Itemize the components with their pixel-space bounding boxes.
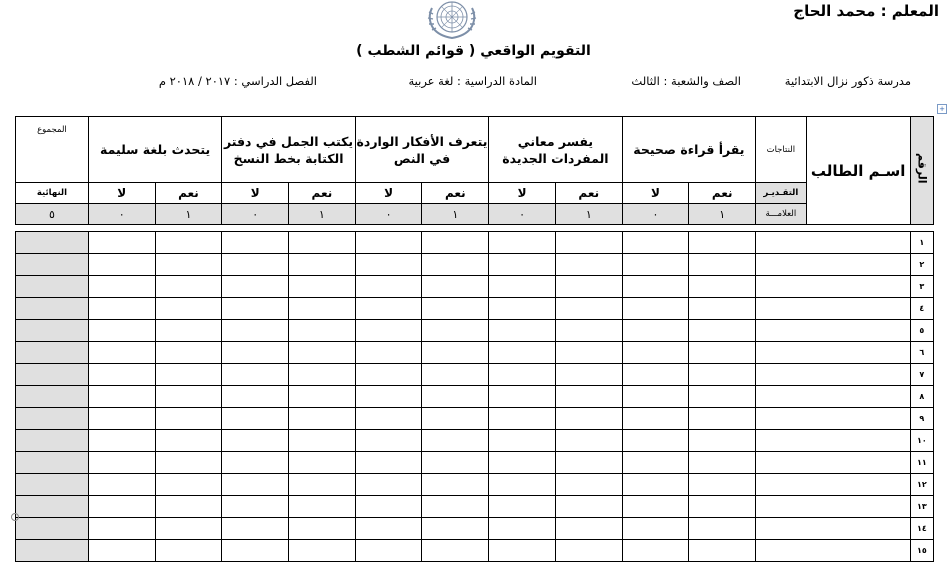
no-cell[interactable]: [622, 430, 689, 452]
total-cell[interactable]: [16, 540, 89, 562]
skill-header: يتحدث بلغة سليمة: [88, 117, 221, 183]
no-cell[interactable]: [489, 342, 556, 364]
total-cell[interactable]: [16, 342, 89, 364]
yes-cell[interactable]: [289, 276, 356, 298]
yes-cell[interactable]: [555, 298, 622, 320]
no-cell[interactable]: [222, 474, 289, 496]
yes-header: نعم: [689, 183, 756, 204]
no-cell[interactable]: [222, 276, 289, 298]
school-term: الفصل الدراسي : ٢٠١٧ / ٢٠١٨ م: [158, 74, 317, 88]
no-cell[interactable]: [489, 232, 556, 254]
no-cell[interactable]: [88, 496, 155, 518]
yes-cell[interactable]: [555, 276, 622, 298]
no-cell[interactable]: [88, 298, 155, 320]
yes-cell[interactable]: [555, 452, 622, 474]
yes-cell[interactable]: [422, 342, 489, 364]
no-cell[interactable]: [622, 408, 689, 430]
no-cell[interactable]: [222, 320, 289, 342]
yes-cell[interactable]: [289, 496, 356, 518]
skill-header: يفسر معاني المفردات الجديدة: [489, 117, 622, 183]
no-cell[interactable]: [355, 342, 422, 364]
no-cell[interactable]: [489, 408, 556, 430]
no-cell[interactable]: [355, 430, 422, 452]
yes-cell[interactable]: [689, 518, 756, 540]
teacher-name: المعلم : محمد الحاج: [793, 2, 939, 20]
no-cell[interactable]: [622, 452, 689, 474]
no-cell[interactable]: [222, 496, 289, 518]
yes-mark: ١: [155, 204, 222, 225]
row-number: ١: [910, 232, 933, 254]
no-cell[interactable]: [355, 540, 422, 562]
no-header: لا: [622, 183, 689, 204]
row-number: ٣: [910, 276, 933, 298]
student-name-cell[interactable]: [756, 254, 911, 276]
no-cell[interactable]: [622, 518, 689, 540]
yes-cell[interactable]: [289, 254, 356, 276]
yes-cell[interactable]: [155, 518, 222, 540]
yes-cell[interactable]: [155, 254, 222, 276]
yes-cell[interactable]: [155, 540, 222, 562]
subject: المادة الدراسية : لغة عربية: [408, 74, 537, 88]
no-cell[interactable]: [88, 232, 155, 254]
no-mark: ٠: [622, 204, 689, 225]
no-cell[interactable]: [222, 430, 289, 452]
resize-handle-icon[interactable]: [11, 513, 19, 521]
student-name-cell[interactable]: [756, 496, 911, 518]
grade-label: التقـديـر: [756, 183, 807, 204]
yes-cell[interactable]: [289, 540, 356, 562]
row-number: ٨: [910, 386, 933, 408]
yes-cell[interactable]: [422, 408, 489, 430]
yes-cell[interactable]: [555, 408, 622, 430]
row-number: ١٤: [910, 518, 933, 540]
no-header: لا: [489, 183, 556, 204]
no-cell[interactable]: [489, 298, 556, 320]
total-cell[interactable]: [16, 518, 89, 540]
student-name-cell[interactable]: [756, 518, 911, 540]
checklist-table: [15, 116, 934, 562]
no-cell[interactable]: [622, 364, 689, 386]
no-cell[interactable]: [489, 430, 556, 452]
no-cell[interactable]: [622, 276, 689, 298]
yes-cell[interactable]: [422, 298, 489, 320]
row-number: ٧: [910, 364, 933, 386]
no-cell[interactable]: [88, 276, 155, 298]
no-cell[interactable]: [622, 254, 689, 276]
yes-cell[interactable]: [689, 540, 756, 562]
no-cell[interactable]: [355, 474, 422, 496]
yes-cell[interactable]: [422, 430, 489, 452]
no-cell[interactable]: [622, 232, 689, 254]
no-cell[interactable]: [88, 474, 155, 496]
student-row: [16, 518, 934, 540]
yes-cell[interactable]: [422, 474, 489, 496]
yes-cell[interactable]: [689, 496, 756, 518]
yes-cell[interactable]: [289, 320, 356, 342]
no-cell[interactable]: [622, 298, 689, 320]
yes-cell[interactable]: [555, 474, 622, 496]
yes-cell[interactable]: [289, 342, 356, 364]
yes-cell[interactable]: [289, 298, 356, 320]
yes-cell[interactable]: [422, 496, 489, 518]
yes-cell[interactable]: [155, 430, 222, 452]
student-row: [16, 232, 934, 254]
student-name-cell[interactable]: [756, 540, 911, 562]
student-name-cell[interactable]: [756, 386, 911, 408]
student-name-cell[interactable]: [756, 408, 911, 430]
student-row: [16, 452, 934, 474]
no-mark: ٠: [88, 204, 155, 225]
yes-cell[interactable]: [689, 254, 756, 276]
yes-cell[interactable]: [155, 386, 222, 408]
total-cell[interactable]: [16, 320, 89, 342]
yes-header: نعم: [422, 183, 489, 204]
no-cell[interactable]: [622, 320, 689, 342]
yes-cell[interactable]: [422, 452, 489, 474]
header-spacer-row: [16, 225, 934, 232]
student-name-cell[interactable]: [756, 364, 911, 386]
total-cell[interactable]: [16, 386, 89, 408]
no-cell[interactable]: [489, 364, 556, 386]
no-mark: ٠: [222, 204, 289, 225]
yes-cell[interactable]: [422, 254, 489, 276]
yes-cell[interactable]: [689, 474, 756, 496]
yes-cell[interactable]: [155, 298, 222, 320]
student-name-cell[interactable]: [756, 474, 911, 496]
no-cell[interactable]: [222, 386, 289, 408]
no-cell[interactable]: [355, 320, 422, 342]
no-cell[interactable]: [88, 364, 155, 386]
yes-cell[interactable]: [289, 386, 356, 408]
no-cell[interactable]: [622, 474, 689, 496]
yes-mark: ١: [689, 204, 756, 225]
no-cell[interactable]: [355, 298, 422, 320]
yes-cell[interactable]: [689, 408, 756, 430]
no-cell[interactable]: [622, 540, 689, 562]
no-cell[interactable]: [355, 276, 422, 298]
no-cell[interactable]: [355, 518, 422, 540]
no-cell[interactable]: [622, 386, 689, 408]
no-cell[interactable]: [355, 452, 422, 474]
yes-mark: ١: [289, 204, 356, 225]
total-header: المجموع: [16, 117, 89, 183]
yes-cell[interactable]: [422, 276, 489, 298]
yes-cell[interactable]: [689, 452, 756, 474]
no-header: لا: [88, 183, 155, 204]
no-cell[interactable]: [489, 540, 556, 562]
yes-cell[interactable]: [689, 320, 756, 342]
student-name-header: اسـم الطالب: [806, 117, 910, 225]
no-cell[interactable]: [489, 496, 556, 518]
no-cell[interactable]: [489, 474, 556, 496]
student-row: [16, 276, 934, 298]
row-number: ١٢: [910, 474, 933, 496]
row-number: ١٣: [910, 496, 933, 518]
school-name: مدرسة ذكور نزال الابتدائية: [784, 74, 911, 88]
yes-header: نعم: [289, 183, 356, 204]
yes-cell[interactable]: [689, 276, 756, 298]
no-cell[interactable]: [355, 232, 422, 254]
row-number: ٥: [910, 320, 933, 342]
yes-cell[interactable]: [155, 408, 222, 430]
row-number: ٤: [910, 298, 933, 320]
yes-cell[interactable]: [555, 320, 622, 342]
no-cell[interactable]: [222, 298, 289, 320]
yes-cell[interactable]: [555, 540, 622, 562]
yes-cell[interactable]: [155, 232, 222, 254]
yes-cell[interactable]: [689, 342, 756, 364]
student-row: [16, 342, 934, 364]
no-mark: ٠: [489, 204, 556, 225]
no-cell[interactable]: [622, 496, 689, 518]
yes-cell[interactable]: [289, 408, 356, 430]
no-cell[interactable]: [355, 496, 422, 518]
yes-cell[interactable]: [422, 540, 489, 562]
no-mark: ٠: [355, 204, 422, 225]
student-name-cell[interactable]: [756, 320, 911, 342]
no-cell[interactable]: [222, 232, 289, 254]
yes-cell[interactable]: [289, 430, 356, 452]
outcomes-label: النتاجات: [756, 117, 807, 183]
yes-cell[interactable]: [155, 276, 222, 298]
no-cell[interactable]: [355, 386, 422, 408]
yes-cell[interactable]: [689, 386, 756, 408]
total-cell[interactable]: [16, 364, 89, 386]
total-cell[interactable]: [16, 232, 89, 254]
yes-cell[interactable]: [689, 298, 756, 320]
student-name-cell[interactable]: [756, 276, 911, 298]
student-row: [16, 386, 934, 408]
skill-header: يتعرف الأفكار الواردة في النص: [355, 117, 488, 183]
no-cell[interactable]: [355, 364, 422, 386]
no-cell[interactable]: [222, 518, 289, 540]
class-section: الصف والشعبة : الثالث: [631, 74, 741, 88]
student-row: [16, 474, 934, 496]
yes-cell[interactable]: [555, 232, 622, 254]
yes-cell[interactable]: [422, 518, 489, 540]
yes-cell[interactable]: [555, 496, 622, 518]
yes-cell[interactable]: [289, 518, 356, 540]
no-cell[interactable]: [88, 320, 155, 342]
yes-cell[interactable]: [689, 430, 756, 452]
yes-cell[interactable]: [289, 474, 356, 496]
row-number: ١٠: [910, 430, 933, 452]
yes-cell[interactable]: [422, 232, 489, 254]
mark-label: العلامـــة: [756, 204, 807, 225]
row-number: ١٥: [910, 540, 933, 562]
yes-cell[interactable]: [422, 320, 489, 342]
yes-cell[interactable]: [555, 364, 622, 386]
no-cell[interactable]: [88, 540, 155, 562]
total-cell[interactable]: [16, 496, 89, 518]
yes-cell[interactable]: [155, 452, 222, 474]
total-cell[interactable]: [16, 430, 89, 452]
no-cell[interactable]: [88, 386, 155, 408]
no-cell[interactable]: [489, 518, 556, 540]
no-cell[interactable]: [622, 342, 689, 364]
no-cell[interactable]: [489, 254, 556, 276]
yes-cell[interactable]: [689, 232, 756, 254]
student-name-cell[interactable]: [756, 430, 911, 452]
seq-header-label: الرقم: [915, 153, 929, 184]
student-row: [16, 430, 934, 452]
row-number: ٢: [910, 254, 933, 276]
no-cell[interactable]: [88, 452, 155, 474]
no-cell[interactable]: [222, 452, 289, 474]
yes-cell[interactable]: [289, 364, 356, 386]
no-cell[interactable]: [222, 342, 289, 364]
yes-cell[interactable]: [555, 386, 622, 408]
student-row: [16, 540, 934, 562]
no-cell[interactable]: [88, 254, 155, 276]
yes-cell[interactable]: [289, 452, 356, 474]
yes-cell[interactable]: [555, 254, 622, 276]
yes-mark: ١: [422, 204, 489, 225]
total-cell[interactable]: [16, 452, 89, 474]
no-cell[interactable]: [355, 408, 422, 430]
no-cell[interactable]: [222, 364, 289, 386]
no-cell[interactable]: [88, 430, 155, 452]
no-cell[interactable]: [489, 452, 556, 474]
no-cell[interactable]: [88, 342, 155, 364]
yes-cell[interactable]: [555, 342, 622, 364]
yes-cell[interactable]: [155, 342, 222, 364]
yes-cell[interactable]: [289, 232, 356, 254]
no-header: لا: [222, 183, 289, 204]
total-cell[interactable]: [16, 254, 89, 276]
yes-cell[interactable]: [155, 364, 222, 386]
yes-cell[interactable]: [555, 518, 622, 540]
table-move-handle-icon[interactable]: +: [937, 104, 947, 114]
no-cell[interactable]: [489, 276, 556, 298]
student-name-cell[interactable]: [756, 342, 911, 364]
total-mark: ٥: [16, 204, 89, 225]
yes-cell[interactable]: [155, 496, 222, 518]
total-cell[interactable]: [16, 474, 89, 496]
row-number: ١١: [910, 452, 933, 474]
student-row: [16, 408, 934, 430]
student-row: [16, 320, 934, 342]
yes-cell[interactable]: [155, 474, 222, 496]
yes-header: نعم: [555, 183, 622, 204]
skill-header: يكتب الجمل في دفتر الكتابة بخط النسخ: [222, 117, 355, 183]
student-name-cell[interactable]: [756, 232, 911, 254]
un-emblem-logo: [423, 0, 481, 40]
row-number: ٦: [910, 342, 933, 364]
student-row: [16, 496, 934, 518]
total-cell[interactable]: [16, 408, 89, 430]
row-number: ٩: [910, 408, 933, 430]
yes-cell[interactable]: [422, 386, 489, 408]
yes-cell[interactable]: [689, 364, 756, 386]
no-header: لا: [355, 183, 422, 204]
no-cell[interactable]: [355, 254, 422, 276]
total-cell[interactable]: [16, 276, 89, 298]
no-cell[interactable]: [222, 408, 289, 430]
page-title: التقويم الواقعي ( قوائم الشطب ): [356, 43, 591, 59]
yes-header: نعم: [155, 183, 222, 204]
final-label: النهائية: [16, 183, 89, 204]
header-spacer: [16, 225, 934, 232]
no-cell[interactable]: [489, 386, 556, 408]
yes-cell[interactable]: [555, 430, 622, 452]
no-cell[interactable]: [489, 320, 556, 342]
no-cell[interactable]: [88, 408, 155, 430]
no-cell[interactable]: [222, 254, 289, 276]
student-row: [16, 364, 934, 386]
skill-header: يقرأ قراءة صحيحة: [622, 117, 755, 183]
student-name-cell[interactable]: [756, 452, 911, 474]
no-cell[interactable]: [222, 540, 289, 562]
student-row: [16, 298, 934, 320]
yes-cell[interactable]: [155, 320, 222, 342]
student-row: [16, 254, 934, 276]
total-cell[interactable]: [16, 298, 89, 320]
yes-mark: ١: [555, 204, 622, 225]
seq-header: [910, 117, 933, 225]
no-cell[interactable]: [88, 518, 155, 540]
yes-cell[interactable]: [422, 364, 489, 386]
student-name-cell[interactable]: [756, 298, 911, 320]
